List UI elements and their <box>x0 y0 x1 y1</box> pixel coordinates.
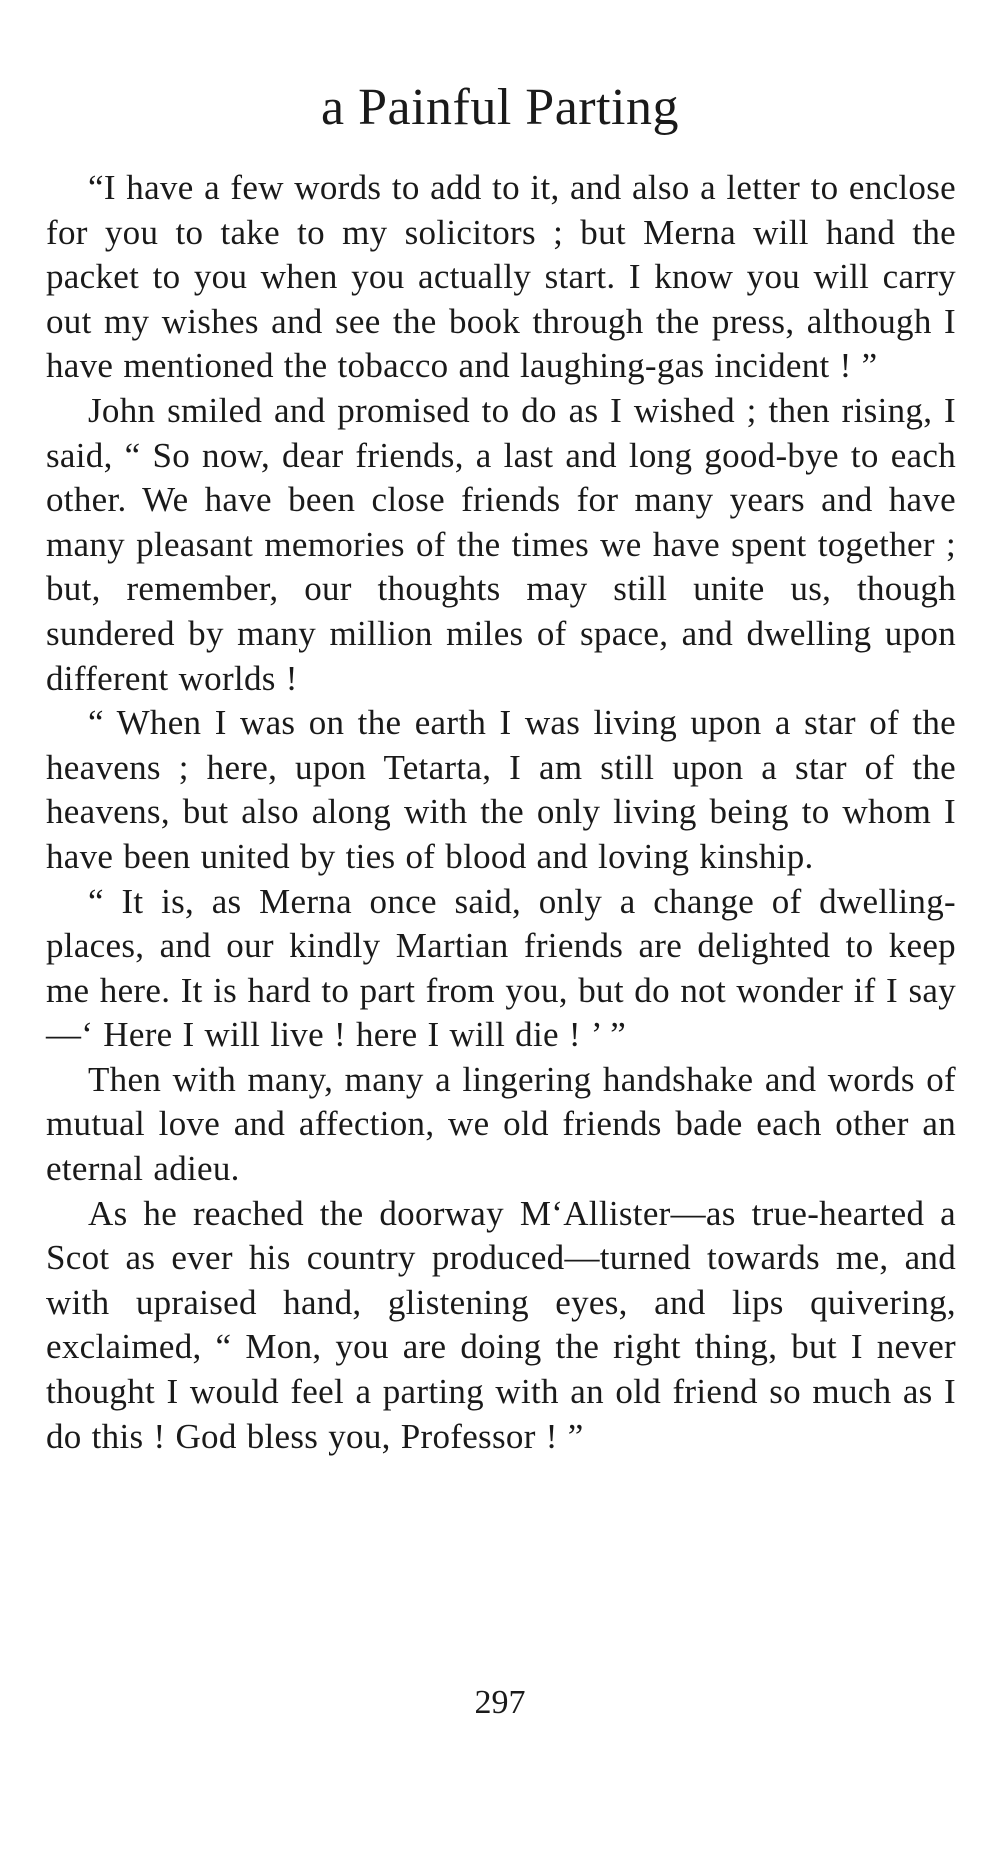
paragraph-1: “I have a few words to add to it, and also a letter to enclose for you to take to my solicitors ; but Merna will hand the packet to you when you actually start. I know you will carry out my wishes and see the book through the press, although I have mentioned the tobacco and laughing-gas incident ! ” <box>46 168 956 386</box>
page-number: 297 <box>474 1684 526 1721</box>
paragraph-5: Then with many, many a lingering handshake and words of mutual love and affection, we old friends bade each other an eternal adieu. <box>46 1059 956 1189</box>
running-head: a Painful Parting <box>320 79 679 136</box>
paragraph-2: John smiled and promised to do as I wished ; then rising, I said, “ So now, dear friends, a last and long good-bye to each other. We have been close friends for many years and have many pleasant memories of the times we have spent together ; but, remember, our thoughts may still unite us, though sundered by many million miles of space, and dwelling upon different worlds ! <box>46 390 956 698</box>
paragraph-3: “ When I was on the earth I was living upon a star of the heavens ; here, upon Tetarta, I am still upon a star of the heavens, but also along with the only living being to whom I have been united by ties of blood and loving kinship. <box>46 703 956 876</box>
body-text <box>46 166 956 1459</box>
paragraph-6: As he reached the doorway M‘Allister—as true-hearted a Scot as ever his country produced—turned towards me, and with upraised hand, glistening eyes, and lips quivering, exclaimed, “ Mon, you are doing the right thing, but I never thought I would feel a parting with an old friend so much as I do this ! God bless you, Professor ! ” <box>46 1193 956 1456</box>
paragraph-4: “ It is, as Merna once said, only a change of dwelling-places, and our kindly Martian friends are delighted to keep me here. It is hard to part from you, but do not wonder if I say—‘ Here I will live ! here I will die ! ’ ” <box>46 881 956 1055</box>
